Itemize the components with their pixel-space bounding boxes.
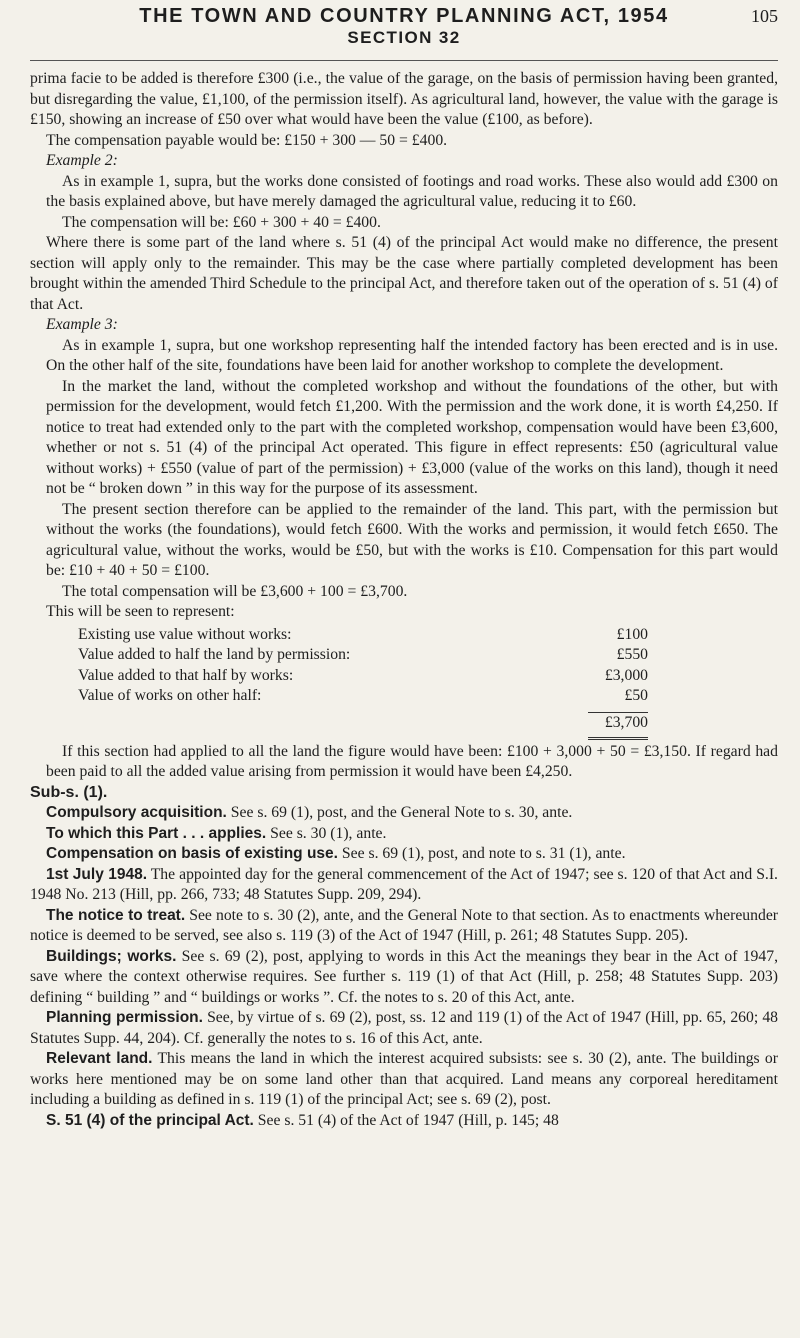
note-heading: Planning permission. xyxy=(46,1009,203,1026)
note-heading: Compulsory acquisition. xyxy=(46,804,227,821)
act-title: THE TOWN AND COUNTRY PLANNING ACT, 1954 xyxy=(139,5,669,27)
note-relevant-land xyxy=(30,1049,778,1111)
paragraph-p5: Where there is some part of the land where s. 51 (4) of the principal Act would make no difference, the present section will apply only to the remainder. This may be the case where partially completed development has been brought within the amended Third Schedule to the principal Act, and therefore taken out of the operation of s. 51 (4) of that Act. xyxy=(30,234,778,313)
paragraph-p8: The present section therefore can be applied to the remainder of the land. This part, with the permission but without the works (the foundations), would fetch £600. With the works and permission, it would fetch £650. The agricultural value, without the works, would be £50, but with the works is £10. Compensation for this part would be: £10 + 40 + 50 = £100. xyxy=(46,500,778,579)
note-heading: The notice to treat. xyxy=(46,906,186,924)
note-notice-to-treat xyxy=(30,906,778,947)
tally-amount: £50 xyxy=(624,687,648,704)
note-heading: Buildings; works. xyxy=(46,947,177,965)
paragraph-p1: prima facie to be added is therefore £300 (i.e., the value of the garage, on the basis of permission having been granted, but disregarding the value, £1,100, of the permission itself). As agricultural land, however, the value with the garage is £150, showing an increase of £50 over what would have been the value (£100, as before). xyxy=(30,70,778,128)
paragraph-p10: This will be seen to represent: xyxy=(46,603,235,620)
note-existing-use xyxy=(30,844,778,865)
note-body: This means the land in which the interest acquired subsists: see s. 30 (2), ante. The buildings or works here mentioned may be on some land other than that acquired. Land means any corporeal hereditament including a building as defined in s. 119 (1) of the principal Act; see s. 69 (2), post. xyxy=(30,1050,778,1108)
tally-label: Value added to half the land by permission: xyxy=(78,646,351,663)
subsection-heading xyxy=(30,783,778,804)
note-s51-4 xyxy=(30,1111,778,1132)
note-heading: 1st July 1948. xyxy=(46,865,147,883)
note-body: See s. 69 (2), post, applying to words in this Act the meanings they bear in the Act of 1947, save where the context otherwise requires. See further s. 119 (1) of that Act (Hill, p. 258; 48 Statutes Supp. 203) defining “ building ” and “ buildings or works ”. Cf. the notes to s. 20 of this Act, ante. xyxy=(30,947,778,1006)
header-rule xyxy=(30,60,778,61)
note-body: See s. 69 (1), post, and the General Note to s. 30, ante. xyxy=(226,804,573,821)
note-1st-july-1948 xyxy=(30,865,778,906)
paragraph-p2: The compensation payable would be: £150 + 300 — 50 = £400. xyxy=(46,131,448,149)
tally-amount: £3,000 xyxy=(604,666,648,684)
example-2-label: Example 2: xyxy=(46,152,118,169)
note-planning-permission xyxy=(30,1008,778,1049)
note-compulsory-acquisition xyxy=(30,803,778,824)
tally-label: Value of works on other half: xyxy=(78,687,262,704)
paragraph-p9: The total compensation will be £3,600 + 100 = £3,700. xyxy=(62,582,408,600)
paragraph-p4: The compensation will be: £60 + 300 + 40 = £400. xyxy=(62,213,381,231)
tally-amount: £100 xyxy=(616,625,648,643)
example-3-label: Example 3: xyxy=(46,316,118,333)
tally-label: Value added to that half by works: xyxy=(78,666,294,684)
page-number: 105 xyxy=(751,6,778,26)
running-head xyxy=(30,0,778,52)
tally-row xyxy=(78,666,648,687)
tally-double-rule xyxy=(588,737,648,740)
tally-amount: £550 xyxy=(616,646,648,663)
note-buildings-works xyxy=(30,947,778,1009)
note-body: The appointed day for the general commencement of the Act of 1947; see s. 120 of that Act and S.I. 1948 No. 213 (Hill, pp. 266, 733; 48 Statutes Supp. 209, 294). xyxy=(30,865,778,903)
note-heading: To which this Part . . . applies. xyxy=(46,824,267,842)
tally-total: £3,700 xyxy=(604,713,648,731)
body-text xyxy=(30,69,778,1131)
paragraph-p6: As in example 1, supra, but one workshop representing half the intended factory has been erected and is in use. On the other half of the site, foundations have been laid for another workshop to complete the development. xyxy=(46,336,778,374)
subsection-label: Sub-s. (1). xyxy=(30,783,108,801)
note-body: See s. 51 (4) of the Act of 1947 (Hill, p. 145; 48 xyxy=(253,1111,559,1129)
tally-row xyxy=(78,625,648,646)
tally-label: Existing use value without works: xyxy=(78,625,292,643)
note-body: See s. 30 (1), ante. xyxy=(266,824,387,842)
paragraph-p7: In the market the land, without the completed workshop and without the foundations of the other, but with permission for the development, would fetch £1,200. With the permission and the work done, it is worth £4,250. If notice to treat had extended only to the part with the completed workshop, compensation would have been £3,600, whether or not s. 51 (4) of the principal Act operated. This figure in effect represents: £50 (agricultural value without works) + £550 (value of part of the permission) + £3,000 (value of the works on this land), though it need not be “ broken down ” in this way for the purpose of its assessment. xyxy=(46,377,778,497)
section-heading: SECTION 32 xyxy=(347,28,461,47)
tally-row xyxy=(78,686,648,707)
note-heading: S. 51 (4) of the principal Act. xyxy=(46,1111,254,1129)
compensation-tally xyxy=(78,625,648,740)
note-body: See note to s. 30 (2), ante, and the General Note to that section. As to enactments whereunder notice is deemed to be served, see also s. 119 (3) of the Act of 1947 (Hill, p. 261; 48 Statutes Supp. 205). xyxy=(30,906,778,944)
note-part-applies xyxy=(30,824,778,845)
note-body: See s. 69 (1), post, and note to s. 31 (1), ante. xyxy=(337,845,626,862)
note-heading: Relevant land. xyxy=(46,1050,153,1067)
paragraph-p3: As in example 1, supra, but the works done consisted of footings and road works. These also would add £300 on the basis explained above, but have merely damaged the agricultural value, reducing it to £60. xyxy=(46,172,778,210)
paragraph-p11: If this section had applied to all the land the figure would have been: £100 + 3,000 + 50 = £3,150. If regard had been paid to all the added value arising from permission it would have been £4,250. xyxy=(46,742,778,780)
note-body: See, by virtue of s. 69 (2), post, ss. 12 and 119 (1) of the Act of 1947 (Hill, pp. 65, 260; 48 Statutes Supp. 44, 204). Cf. generally the notes to s. 16 of this Act, ante. xyxy=(30,1009,779,1047)
note-heading: Compensation on basis of existing use. xyxy=(46,845,338,862)
tally-row xyxy=(78,645,648,666)
